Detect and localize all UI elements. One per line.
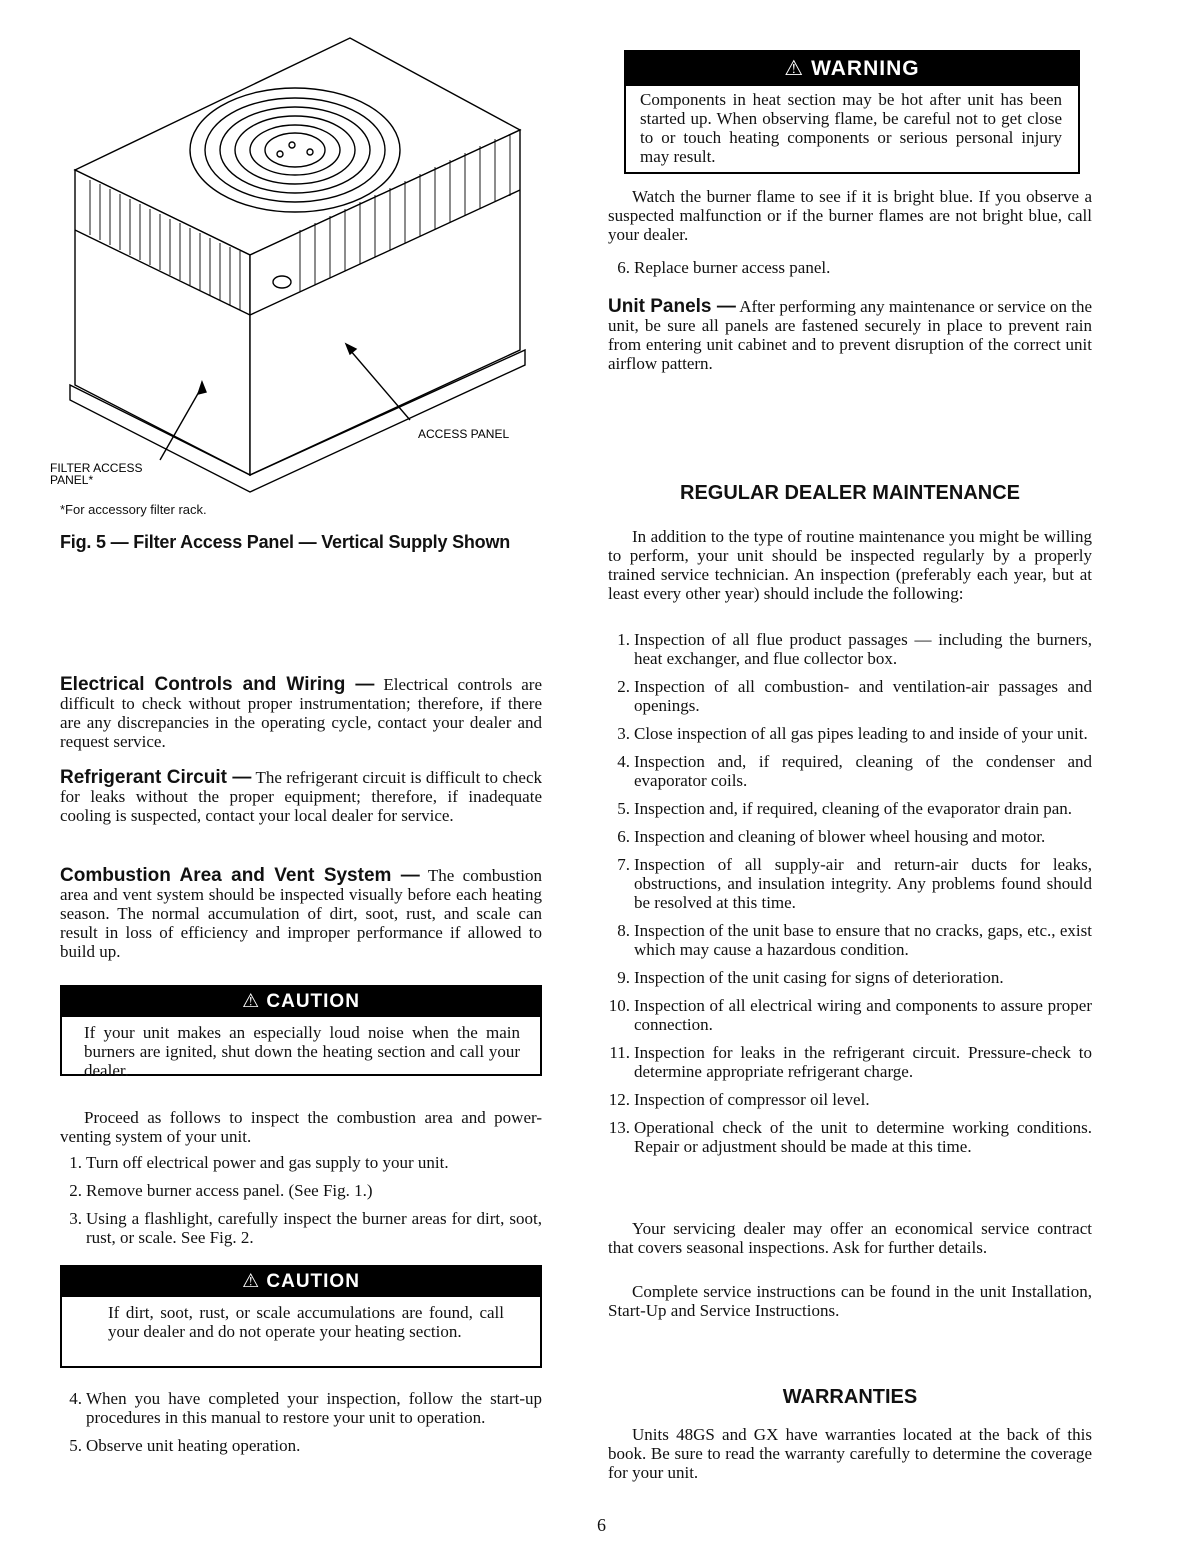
list-item: 10. Inspection of all electrical wiring and components to assure proper connection. xyxy=(608,996,1092,1034)
inspections-list xyxy=(608,630,1092,1165)
unit-panels-heading: Unit Panels — xyxy=(608,296,736,317)
proceed-paragraph: Proceed as follows to inspect the combustion area and power-venting system of your unit. xyxy=(60,1108,542,1146)
list-item: 13. Operational check of the unit to determine working conditions. Repair or adjustment should be made at this time. xyxy=(608,1118,1092,1156)
caution-text-1: If your unit makes an especially loud noise when the main burners are ignited, shut down the heating section and call your dealer. xyxy=(84,1023,520,1080)
warning-text: Components in heat section may be hot after unit has been started up. When observing flame, be careful not to get close to or touch heating components or serious personal injury may result. xyxy=(640,90,1062,166)
figure-note: *For accessory filter rack. xyxy=(60,502,207,517)
caution-title-1: ⚠ CAUTION xyxy=(62,987,540,1017)
caution-box-1 xyxy=(60,985,542,1080)
steps-list-a xyxy=(60,1153,542,1256)
steps-list-b xyxy=(60,1389,542,1464)
list-item: 5. Inspection and, if required, cleaning of the evaporator drain pan. xyxy=(617,799,1073,818)
complete-paragraph: Complete service instructions can be found in the unit Installation, Start-Up and Service Instructions. xyxy=(608,1282,1092,1320)
watch-paragraph: Watch the burner flame to see if it is bright blue. If you observe a suspected malfunction or if the burner flames are not bright blue, call your dealer. xyxy=(608,187,1092,244)
unit-panels-text: After performing any maintenance or service on the unit, be sure all panels are fastened securely in place to prevent rain from entering unit cabinet and to prevent disruption of the correct unit airflow pattern. xyxy=(608,297,1093,373)
regular-intro: In addition to the type of routine maintenance you might be willing to perform, your unit should be inspected regularly by a properly trained service technician. An inspection (preferably each year, but at least every other year) should include the following: xyxy=(608,527,1092,603)
list-item: 4. Inspection and, if required, cleaning of the condenser and evaporator coils. xyxy=(617,752,1092,790)
servicing-paragraph: Your servicing dealer may offer an economical service contract that covers seasonal inspections. Ask for further details. xyxy=(608,1219,1092,1257)
list-item: 11. Inspection for leaks in the refrigerant circuit. Pressure-check to determine appropriate refrigerant charge. xyxy=(609,1043,1092,1081)
figure-caption: Fig. 5 — Filter Access Panel — Vertical Supply Shown xyxy=(60,532,511,552)
list-item: 2. Inspection of all combustion- and ventilation-air passages and openings. xyxy=(617,677,1092,715)
step-six-list xyxy=(608,258,1092,286)
unit-panels-paragraph xyxy=(608,297,1092,373)
combustion-text: The combustion area and vent system should be inspected visually before each heating season. The normal accumulation of dirt, soot, rust, and scale can result in loss of efficiency and improper performance if allowed to build up. xyxy=(60,866,542,961)
list-item: 8. Inspection of the unit base to ensure that no cracks, gaps, etc., exist which may cause a hazardous condition. xyxy=(617,921,1092,959)
list-item: 3. Close inspection of all gas pipes leading to and inside of your unit. xyxy=(617,724,1088,743)
filter-panel-label-line2: PANEL* xyxy=(50,473,94,487)
warning-box xyxy=(624,50,1080,174)
access-panel-label: ACCESS PANEL xyxy=(418,427,510,441)
warranties-title: WARRANTIES xyxy=(782,1386,918,1408)
electrical-heading: Electrical Controls and Wiring — xyxy=(60,674,375,695)
caution-title-2: ⚠ CAUTION xyxy=(62,1267,540,1297)
regular-maintenance-title: REGULAR DEALER MAINTENANCE xyxy=(680,482,1020,504)
combustion-paragraph xyxy=(60,866,542,961)
refrigerant-text: The refrigerant circuit is difficult to check for leaks without the proper equipment; therefore, if inadequate cooling is suspected, contact your local dealer for service. xyxy=(60,768,542,825)
list-item: 2. Remove burner access panel. (See Fig. 1.) xyxy=(69,1181,373,1200)
electrical-text: Electrical controls are difficult to check without proper instrumentation; therefore, if there are any discrepancies in the operating cycle, contact your dealer and request service. xyxy=(60,675,543,751)
list-item: 1. Turn off electrical power and gas supply to your unit. xyxy=(69,1153,449,1172)
list-item: 6. Inspection and cleaning of blower wheel housing and motor. xyxy=(617,827,1046,846)
list-item: 5. Observe unit heating operation. xyxy=(69,1436,301,1455)
caution-text-2: If dirt, soot, rust, or scale accumulations are found, call your dealer and do not operate your heating section. xyxy=(108,1303,504,1341)
list-item: 9. Inspection of the unit casing for signs of deterioration. xyxy=(617,968,1004,987)
unit-illustration xyxy=(30,30,550,500)
list-item: 1. Inspection of all flue product passages — including the burners, heat exchanger, and flue collector box. xyxy=(617,630,1092,668)
electrical-paragraph xyxy=(60,675,542,751)
list-item: 4. When you have completed your inspection, follow the start-up procedures in this manual to restore your unit to operation. xyxy=(69,1389,542,1427)
list-item: 3. Using a flashlight, carefully inspect the burner areas for dirt, soot, rust, or scale. See Fig. 2. xyxy=(69,1209,542,1247)
filter-panel-label-line1: FILTER ACCESS xyxy=(50,461,143,475)
list-item: 12. Inspection of compressor oil level. xyxy=(608,1090,870,1109)
warning-title: ⚠ WARNING xyxy=(626,52,1078,86)
refrigerant-heading: Refrigerant Circuit — xyxy=(60,767,252,788)
caution-box-2 xyxy=(60,1265,542,1368)
combustion-heading: Combustion Area and Vent System — xyxy=(60,865,420,886)
refrigerant-paragraph xyxy=(60,768,542,825)
list-item: 7. Inspection of all supply-air and return-air ducts for leaks, obstructions, and insulation integrity. Any problems found should be resolved at this time. xyxy=(617,855,1092,912)
warranties-paragraph: Units 48GS and GX have warranties located at the back of this book. Be sure to read the warranty carefully to determine the coverage for your unit. xyxy=(608,1425,1092,1482)
page-number: 6 xyxy=(597,1515,606,1535)
list-item: 6. Replace burner access panel. xyxy=(617,258,831,277)
